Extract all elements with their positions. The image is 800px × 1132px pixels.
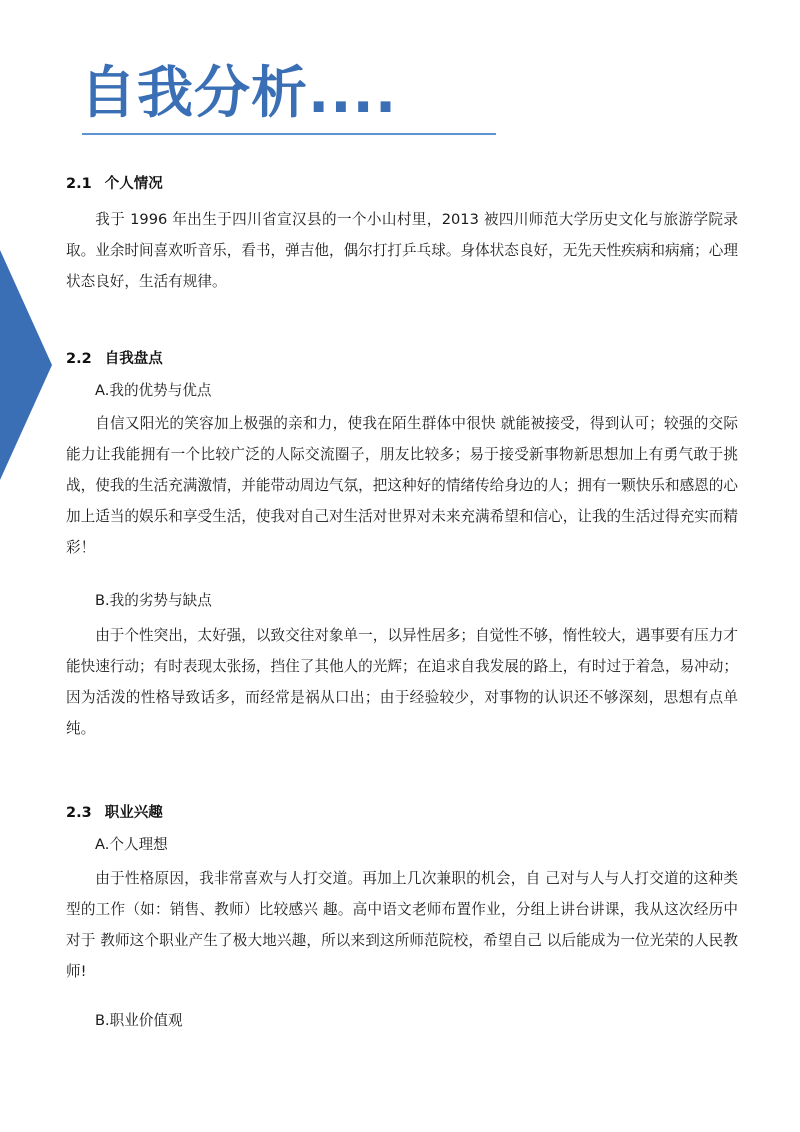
page-title: 自我分析.... bbox=[80, 61, 398, 126]
paragraph-strengths: 自信又阳光的笑容加上极强的亲和力，使我在陌生群体中很快 就能被接受，得到认可；较强的交际能力让我能拥有一个比较广泛的人际交流圈子，朋友比较多；易于接受新事物新思想加上有勇气敢于挑战，使我的生活充满激情，并能带动周边气氛，把这种好的情绪传给身边的人；拥有一颗快乐和感恩的心加上适当的娱乐和享受生活，使我对自己对生活对世界对未来充满希望和信心，让我的生活过得充实而精彩！ bbox=[66, 415, 738, 556]
section-title: 个人情况 bbox=[104, 176, 163, 192]
title-underline bbox=[82, 133, 496, 135]
section-heading-personal bbox=[66, 172, 163, 193]
section-title: 职业兴趣 bbox=[104, 805, 163, 821]
section-number: 2.2 bbox=[66, 351, 92, 367]
section-number: 2.3 bbox=[66, 805, 92, 821]
section-title: 自我盘点 bbox=[104, 351, 163, 367]
section-number: 2.1 bbox=[66, 176, 92, 192]
section-heading-career-interest bbox=[66, 801, 163, 822]
paragraph-ideal: 由于性格原因，我非常喜欢与人打交道。再加上几次兼职的机会，自 己对与人与人打交道的这种类型的工作（如：销售、教师）比较感兴 趣。高中语文老师布置作业，分组上讲台讲课，我从这次经历中对于 教师这个职业产生了极大地兴趣，所以来到这所师范院校，希望自己 以后能成为一位光荣的人民教师! bbox=[66, 870, 738, 980]
subheading-strengths: A.我的优势与优点 bbox=[95, 382, 212, 399]
subheading-ideal: A.个人理想 bbox=[95, 836, 168, 853]
subheading-weaknesses: B.我的劣势与缺点 bbox=[95, 592, 212, 609]
paragraph-personal: 我于 1996 年出生于四川省宣汉县的一个小山村里，2013 被四川师范大学历史文化与旅游学院录取。业余时间喜欢听音乐，看书，弹吉他，偶尔打打乒乓球。身体状态良好，无先天性疾病和病痛；心理状态良好，生活有规律。 bbox=[66, 211, 738, 290]
side-arrow-decoration bbox=[0, 250, 52, 480]
paragraph-weaknesses: 由于个性突出，太好强，以致交往对象单一，以异性居多；自觉性不够，惰性较大，遇事要有压力才能快速行动；有时表现太张扬，挡住了其他人的光辉；在追求自我发展的路上，有时过于着急，易冲动；因为活泼的性格导致话多，而经常是祸从口出；由于经验较少，对事物的认识还不够深刻，思想有点单纯。 bbox=[66, 627, 738, 737]
section-heading-self-inventory bbox=[66, 347, 163, 368]
subheading-career-values: B.职业价值观 bbox=[95, 1012, 183, 1029]
